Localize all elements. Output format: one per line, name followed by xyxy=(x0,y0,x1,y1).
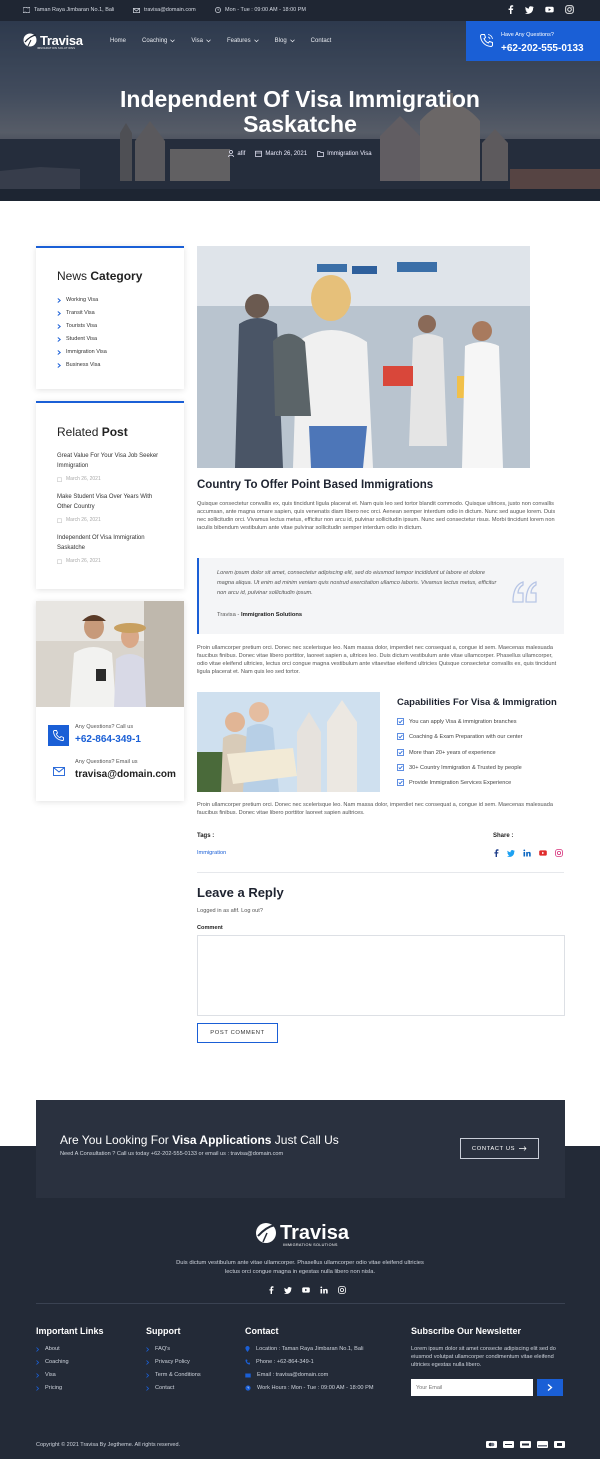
contact-us-button[interactable]: CONTACT US xyxy=(460,1138,539,1159)
paypal-card-icon xyxy=(554,1441,565,1448)
nav-visa-label: Visa xyxy=(191,38,203,44)
contact-card-widget xyxy=(36,601,184,801)
quote-marks-icon xyxy=(511,580,539,604)
support-title: Support xyxy=(146,1326,181,1336)
nav-menu xyxy=(110,38,331,44)
nav-contact[interactable] xyxy=(311,38,332,44)
chevron-right-icon xyxy=(36,1347,39,1352)
related-post-title: Related Post xyxy=(57,425,128,439)
sidebar-call-label: Any Questions? Call us xyxy=(75,724,134,730)
twitter-icon[interactable] xyxy=(525,5,534,14)
nav-coaching[interactable] xyxy=(142,38,175,44)
meta-category-text: Immigration Visa xyxy=(327,150,372,157)
footer-brand-tagline: IMMIGRATION SOLUTIONS xyxy=(283,1243,338,1247)
user-icon xyxy=(228,150,234,157)
calendar-icon xyxy=(57,559,62,564)
related-post-1[interactable]: Great Value For Your Visa Job Seeker Immigration xyxy=(57,453,159,469)
footer-link-about[interactable]: About xyxy=(36,1346,60,1352)
post-comment-button[interactable]: POST COMMENT xyxy=(197,1023,278,1043)
meta-date xyxy=(255,150,307,157)
newsletter-text: Lorem ipsum dolor sit amet consecte adipiscing elit sed do eiusmod volutpat ullamcorper condimentum vitae eleifend ultricies egestas nulla libero. xyxy=(411,1346,556,1368)
folder-icon xyxy=(317,151,324,157)
footer-link-visa[interactable]: Visa xyxy=(36,1372,56,1378)
capability-item-1: You can apply Visa & immigration branches xyxy=(397,718,517,725)
related-post-3[interactable]: Independent Of Visa Immigration Saskatche xyxy=(57,535,145,551)
clock-icon xyxy=(215,7,221,13)
nav-visa[interactable] xyxy=(191,38,211,44)
logo-globe-icon xyxy=(22,32,38,48)
linkedin-icon[interactable] xyxy=(523,849,531,857)
chevron-down-icon xyxy=(206,39,211,43)
nav-home[interactable] xyxy=(110,38,126,44)
discover-card-icon xyxy=(537,1441,548,1448)
chevron-down-icon xyxy=(254,39,259,43)
footer-social xyxy=(268,1286,346,1294)
hours-text: Mon - Tue : 09:00 AM - 18:00 PM xyxy=(225,7,307,13)
sidebar-email[interactable]: travisa@domain.com xyxy=(75,769,176,780)
cta-subtitle: Need A Consultation ? Call us today +62-202-555-0133 or email us : travisa@domain.com xyxy=(60,1151,284,1157)
twitter-icon[interactable] xyxy=(507,849,515,857)
related-post-2-date: March 26, 2021 xyxy=(57,517,101,523)
calendar-icon xyxy=(57,518,62,523)
category-working-visa[interactable]: Working Visa xyxy=(57,297,98,303)
related-post-1-date: March 26, 2021 xyxy=(57,476,101,482)
quote-text: Lorem ipsum dolor sit amet, consectetur adipiscing elit, sed do eiusmod tempor incididunt ut labore et dolore magna aliqua. Ut enim ad minim veniam quis nostrud exercitation ullamco laboris. Vivamus lectus metus, efficitur non arcu id, pulvinar sollicitudin ipsum. xyxy=(217,570,497,596)
page-title: Independent Of Visa Immigration Saskatche xyxy=(120,86,480,137)
category-immigration-visa[interactable]: Immigration Visa xyxy=(57,349,107,355)
article-paragraph-2: Proin ullamcorper pretium orci. Donec nec scelerisque leo. Nam massa dolor, imperdiet nec consequat a, congue id sem. Maecenas malesuada faucibus finibus. Donec vitae libero porttitor, laoreet sapien a, ultrices leo. Duis dictum vestibulum ante vitae ullamcorper. Phasellus ullamcorper, odio vitae eleifend ultricies, lectus orci congue magna vestibulum ante vitaevitae eleifend ultricies Quisque consectetur convallis ex, quis tincidunt ligula placerat et. Nam quis leo sed tortor. xyxy=(197,645,557,675)
article-paragraph-1: Quisque consectetur convallis ex, quis tincidunt ligula placerat et. Nam quis leo sed tortor blandit commodo. Quisque ultrices, justo non convallis accumsan, ante magna ornare sapien, quis venenatis diam libero nec orci. Aenean semper interdum odio in dictum. Nunc sed augue lorem. Duis nec sollicitudin orci. Vivamus lectus metus, efficitur non arcu id, pulvinar sollicitudin ipsum. Nunc sed consectetur risus. Morbi tincidunt lorem non iaculis bibendum vestibulum ante vitae pulvinar sollicitudin semper interdum odio in dictum. xyxy=(197,501,556,531)
share-label: Share : xyxy=(493,833,514,839)
chevron-down-icon xyxy=(290,39,295,43)
capability-item-3: More than 20+ years of experience xyxy=(397,749,496,756)
credit-card-icon xyxy=(486,1441,497,1448)
chevron-right-icon xyxy=(57,311,61,316)
article-heading: Country To Offer Point Based Immigrations xyxy=(197,479,434,491)
calendar-icon xyxy=(255,150,262,157)
call-label: Have Any Questions? xyxy=(501,32,554,38)
footer-link-pricing[interactable]: Pricing xyxy=(36,1385,62,1391)
address-item xyxy=(23,7,114,13)
chevron-right-icon xyxy=(57,324,61,329)
address-text: Taman Raya Jimbaran No.1, Bali xyxy=(34,7,115,13)
call-icon-box xyxy=(48,725,69,746)
news-category-title: News Category xyxy=(57,269,143,283)
capability-item-4: 30+ Country Immigration & Trusted by people xyxy=(397,764,522,771)
nav-home-label: Home xyxy=(110,38,127,44)
post-meta xyxy=(0,150,600,157)
comment-textarea[interactable] xyxy=(197,935,565,1016)
brand-tagline: IMMIGRATION SOLUTIONS xyxy=(37,47,76,50)
cta-title: Are You Looking For Visa Applications Just Call Us xyxy=(60,1133,339,1147)
logged-in-text[interactable]: Logged in as afif. Log out? xyxy=(197,908,263,914)
footer-about: Duis dictum vestibulum ante vitae ullamcorper. Phasellus ullamcorper odio vitae eleifend ultricies lectus orci congue magna in egestas nulla libero non nisla. xyxy=(176,1260,424,1275)
footer-email[interactable]: Email : travisa@domain.com xyxy=(245,1372,328,1378)
footer-link-privacy[interactable]: Privacy Policy xyxy=(146,1359,190,1365)
calendar-icon xyxy=(57,477,62,482)
clock-icon xyxy=(245,1385,251,1391)
footer-link-faq[interactable]: FAQ's xyxy=(146,1346,170,1352)
chevron-right-icon xyxy=(36,1386,39,1391)
instagram-icon[interactable] xyxy=(555,849,563,857)
footer-divider xyxy=(36,1303,565,1304)
payment-icons xyxy=(486,1441,565,1448)
quote-author: Travisa - Immigration Solutions xyxy=(217,612,303,618)
chevron-right-icon xyxy=(36,1360,39,1365)
arrow-right-icon xyxy=(519,1146,527,1151)
chevron-right-icon xyxy=(146,1360,149,1365)
footer-link-contact[interactable]: Contact xyxy=(146,1385,174,1391)
checkbox-icon xyxy=(397,764,404,771)
nav-coaching-label: Coaching xyxy=(142,38,168,44)
chevron-right-icon xyxy=(547,1384,553,1391)
newsletter-submit-button[interactable] xyxy=(537,1379,563,1396)
checkbox-icon xyxy=(397,733,404,740)
chevron-right-icon xyxy=(36,1373,39,1378)
youtube-icon[interactable] xyxy=(545,5,554,14)
chevron-right-icon xyxy=(57,350,61,355)
footer-logo[interactable] xyxy=(254,1221,349,1245)
twitter-icon[interactable] xyxy=(284,1286,292,1294)
footer-location: Location : Taman Raya Jimbaran No.1, Bali xyxy=(245,1346,363,1352)
nav-features-label: Features xyxy=(226,38,251,44)
reply-title: Leave a Reply xyxy=(197,885,284,900)
hours-item xyxy=(215,7,306,13)
category-tourists-visa[interactable]: Tourists Visa xyxy=(57,323,97,329)
phone-icon xyxy=(245,1359,250,1365)
related-post-2[interactable]: Make Student Visa Over Years With Other Country xyxy=(57,494,153,510)
facebook-icon[interactable] xyxy=(493,849,499,857)
copyright-text: Copyright © 2021 Travisa By Jegtheme. All rights reserved. xyxy=(36,1442,181,1448)
meta-author-text: afif xyxy=(237,150,246,157)
tags-label: Tags : xyxy=(197,833,215,839)
sidebar-email-label: Any Questions? Email us xyxy=(75,759,138,765)
footer-link-terms[interactable]: Term & Conditions xyxy=(146,1372,201,1378)
footer-phone[interactable]: Phone : +62-864-349-1 xyxy=(245,1359,314,1365)
phone-icon xyxy=(52,729,65,742)
chevron-down-icon xyxy=(170,39,175,43)
checkbox-icon xyxy=(397,718,404,725)
divider xyxy=(197,872,564,873)
footer-link-coaching[interactable]: Coaching xyxy=(36,1359,69,1365)
newsletter-email-input[interactable] xyxy=(411,1379,533,1396)
category-transit-visa[interactable]: Transit Visa xyxy=(57,310,95,316)
mail-icon xyxy=(245,1373,251,1378)
main-navbar xyxy=(0,21,600,61)
checkbox-icon xyxy=(397,749,404,756)
map-icon xyxy=(23,7,30,13)
newsletter-title: Subscribe Our Newsletter xyxy=(411,1326,522,1336)
category-business-visa[interactable]: Business Visa xyxy=(57,362,100,368)
footer-brand-name: Travisa xyxy=(280,1221,349,1244)
facebook-icon[interactable] xyxy=(507,5,514,14)
capability-item-2: Coaching & Exam Preparation with our center xyxy=(397,733,523,740)
cta-banner xyxy=(36,1100,565,1198)
footer-hours: Work Hours : Mon - Tue : 09:00 AM - 18:00 PM xyxy=(245,1385,373,1391)
linkedin-icon[interactable] xyxy=(320,1286,328,1294)
comment-label: Comment xyxy=(197,925,223,931)
call-number: +62-202-555-0133 xyxy=(501,43,584,54)
chevron-right-icon xyxy=(146,1373,149,1378)
links-title: Important Links xyxy=(36,1326,104,1336)
chevron-right-icon xyxy=(146,1386,149,1391)
meta-category[interactable] xyxy=(317,150,372,157)
couple-photo xyxy=(36,601,184,707)
capability-item-5: Provide Immigration Services Experience xyxy=(397,779,511,786)
chevron-right-icon xyxy=(57,298,61,303)
youtube-icon[interactable] xyxy=(539,849,547,857)
nav-contact-label: Contact xyxy=(310,38,332,44)
checkbox-icon xyxy=(397,779,404,786)
mail-icon xyxy=(133,8,140,13)
elderly-couple-photo xyxy=(197,692,380,792)
chevron-right-icon xyxy=(146,1347,149,1352)
nav-features[interactable] xyxy=(227,38,259,44)
email-text: travisa@domain.com xyxy=(144,7,196,13)
chevron-right-icon xyxy=(57,337,61,342)
share-icons xyxy=(493,849,563,857)
hero-banner xyxy=(0,21,600,201)
amex-card-icon xyxy=(503,1441,514,1448)
contact-title: Contact xyxy=(245,1326,279,1336)
brand-name: Travisa xyxy=(40,32,83,48)
top-bar xyxy=(0,0,600,21)
related-post-widget xyxy=(36,401,184,589)
blockquote xyxy=(197,558,564,634)
phone-icon xyxy=(479,33,494,48)
capabilities-title: Capabilities For Visa & Immigration xyxy=(397,697,557,708)
mail-icon xyxy=(53,767,65,776)
sidebar-call-number[interactable]: +62-864-349-1 xyxy=(75,734,141,745)
logo-globe-icon xyxy=(254,1221,278,1245)
related-post-3-date: March 26, 2021 xyxy=(57,558,101,564)
instagram-icon[interactable] xyxy=(338,1286,346,1294)
chevron-right-icon xyxy=(57,363,61,368)
meta-date-text: March 26, 2021 xyxy=(265,150,308,157)
article-paragraph-3: Proin ullamcorper pretium orci. Donec nec scelerisque leo. Nam massa dolor, imperdiet nec consequat a, congue id sem. Maecenas malesuada faucibus finibus. Donec vitae libero porttitor laoreet sapien aultrices. xyxy=(197,802,554,816)
category-student-visa[interactable]: Student Visa xyxy=(57,336,97,342)
top-social xyxy=(507,5,574,14)
instagram-icon[interactable] xyxy=(565,5,574,14)
location-pin-icon xyxy=(245,1346,250,1352)
visa-card-icon xyxy=(520,1441,531,1448)
brand-logo[interactable] xyxy=(22,32,83,48)
meta-author[interactable] xyxy=(228,150,245,157)
facebook-icon[interactable] xyxy=(268,1286,274,1294)
tag-immigration[interactable]: Immigration xyxy=(197,850,227,856)
news-category-widget xyxy=(36,246,184,389)
youtube-icon[interactable] xyxy=(302,1286,310,1294)
nav-blog[interactable] xyxy=(275,38,295,44)
email-item[interactable] xyxy=(133,7,196,13)
airport-photo xyxy=(197,246,530,468)
call-box[interactable] xyxy=(466,21,600,61)
nav-blog-label: Blog xyxy=(274,38,287,44)
